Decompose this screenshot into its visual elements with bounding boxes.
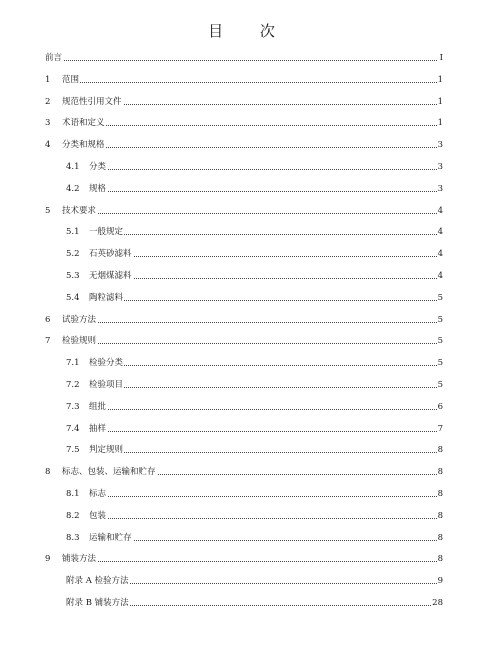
dot-leader — [89, 496, 437, 497]
toc-entry[interactable] — [0, 204, 483, 218]
toc-entry-number: 8.1 — [66, 489, 80, 499]
toc-entry-label: 检验项目 — [89, 380, 124, 390]
toc-entry-page: 5 — [437, 358, 443, 369]
toc-entry-label: 规范性引用文件 — [62, 96, 122, 107]
toc-entry[interactable] — [0, 291, 483, 305]
dot-leader — [89, 365, 437, 366]
dot-leader — [45, 60, 437, 61]
dot-leader — [89, 518, 437, 519]
toc-entry-number: 7.2 — [66, 380, 80, 390]
toc-entry[interactable] — [0, 51, 483, 65]
toc-entry[interactable] — [0, 313, 483, 327]
toc-entry[interactable] — [0, 596, 483, 610]
dot-leader — [89, 409, 437, 410]
toc-entry-number: 5 — [45, 205, 51, 216]
dot-leader — [62, 82, 437, 83]
dot-leader — [89, 191, 437, 192]
toc-entry[interactable] — [0, 356, 483, 370]
toc-entry[interactable] — [0, 225, 483, 239]
dot-leader — [62, 213, 437, 214]
toc-entry-number: 7.5 — [66, 445, 80, 456]
toc-entry[interactable] — [0, 378, 483, 392]
dot-leader — [89, 540, 437, 541]
dot-leader — [89, 234, 437, 235]
toc-entry-label: 检验分类 — [89, 358, 124, 369]
toc-entry-number: 9 — [45, 554, 51, 565]
toc-entry[interactable] — [0, 487, 483, 501]
toc-entry-label: 陶粒滤料 — [89, 292, 124, 303]
toc-entry[interactable] — [0, 116, 483, 130]
toc-entry-label: 分类和规格 — [62, 140, 105, 151]
toc-entry-page: 5 — [437, 314, 443, 325]
toc-entry-page: 4 — [437, 249, 443, 260]
toc-entry-label: 一般规定 — [89, 227, 124, 238]
dot-leader — [89, 452, 437, 453]
toc-entry-number: 5.4 — [66, 292, 80, 303]
toc-entry-number: 8 — [45, 467, 51, 478]
toc-entry-page: 3 — [437, 140, 443, 151]
toc-entry[interactable] — [0, 422, 483, 436]
dot-leader — [89, 256, 437, 257]
toc-entry-page: 3 — [437, 183, 443, 194]
toc-entry[interactable] — [0, 509, 483, 523]
dot-leader — [62, 147, 437, 148]
toc-entry-page: 5 — [437, 336, 443, 347]
toc-entry-page: 5 — [437, 380, 443, 390]
toc-entry[interactable] — [0, 247, 483, 261]
toc-entry[interactable] — [0, 552, 483, 566]
toc-entry-label: 试验方法 — [62, 314, 97, 325]
toc-entry-page: 8 — [437, 510, 443, 521]
toc-entry[interactable] — [0, 73, 483, 87]
dot-leader — [62, 561, 437, 562]
toc-entry-label: 无烟煤滤料 — [89, 271, 132, 281]
toc-entry-label: 分类 — [89, 162, 107, 172]
toc-entry-page: 1 — [437, 118, 443, 129]
toc-entry-number: 8.2 — [66, 510, 80, 521]
toc-entry-number: 7 — [45, 336, 51, 347]
toc-entry-page: 9 — [437, 576, 443, 587]
toc-entry-number: 5.3 — [66, 271, 80, 281]
toc-entry[interactable] — [0, 182, 483, 196]
dot-leader — [62, 322, 437, 323]
toc-entry-label: 规格 — [89, 183, 107, 194]
dot-leader — [89, 278, 437, 279]
toc-entry-label: 范围 — [62, 74, 80, 85]
toc-entry-number: 1 — [45, 74, 51, 85]
toc-entry-page: 8 — [437, 467, 443, 478]
toc-entry[interactable] — [0, 531, 483, 545]
toc-entry-label: 技术要求 — [62, 205, 97, 216]
toc-entry-label: 组批 — [89, 401, 107, 412]
toc-entry-page: 28 — [432, 598, 443, 608]
toc-entry[interactable] — [0, 269, 483, 283]
toc-entry-label: 抽样 — [89, 423, 107, 434]
toc-entry-number: 4 — [45, 140, 51, 151]
toc-entry-number: 8.3 — [66, 532, 80, 543]
toc-entry[interactable] — [0, 400, 483, 414]
toc-entry-page: 7 — [437, 423, 443, 434]
toc-entry[interactable] — [0, 443, 483, 457]
toc-entry-number: 3 — [45, 118, 51, 129]
toc-entry-page: 8 — [437, 489, 443, 499]
toc-entry-label: 术语和定义 — [62, 118, 105, 129]
toc-entry-label: 检验规则 — [62, 336, 97, 347]
toc-entry-label: 标志、包装、运输和贮存 — [62, 467, 156, 478]
toc-entry-page: 5 — [437, 292, 443, 303]
page-title: 目 次 — [208, 22, 291, 40]
toc-entry-page: 3 — [437, 162, 443, 172]
dot-leader — [62, 343, 437, 344]
toc-entry[interactable] — [0, 334, 483, 348]
toc-entry[interactable] — [0, 160, 483, 174]
toc-entry-number: 7.3 — [66, 401, 80, 412]
toc-entry-page: 1 — [437, 96, 443, 107]
toc-entry-label: 石英砂滤料 — [89, 249, 132, 260]
dot-leader — [89, 431, 437, 432]
toc-entry-label: 包装 — [89, 510, 107, 521]
toc-entry-page: 4 — [437, 227, 443, 238]
dot-leader — [89, 387, 437, 388]
toc-entry[interactable] — [0, 465, 483, 479]
toc-entry[interactable] — [0, 95, 483, 109]
dot-leader — [89, 300, 437, 301]
toc-entry-page: 8 — [437, 554, 443, 565]
dot-leader — [62, 125, 437, 126]
toc-entry-number: 2 — [45, 96, 51, 107]
toc-entry-page: 8 — [437, 445, 443, 456]
toc-entry-label: 运输和贮存 — [89, 532, 132, 543]
toc-entry-page: 6 — [437, 401, 443, 412]
toc-entry-number: 4.1 — [66, 162, 80, 172]
toc-entry-page: 8 — [437, 532, 443, 543]
toc-entry-number: 6 — [45, 314, 51, 325]
toc-entry-label: 前言 — [45, 53, 63, 63]
toc-entry[interactable] — [0, 574, 483, 588]
toc-entry-label: 附录 B 铺装方法 — [66, 598, 129, 608]
toc-entry[interactable] — [0, 138, 483, 152]
toc-entry-page: 4 — [437, 205, 443, 216]
toc-entry-number: 5.1 — [66, 227, 80, 238]
toc-entry-page: 1 — [437, 74, 443, 85]
toc-entry-label: 标志 — [89, 489, 107, 499]
dot-leader — [89, 169, 437, 170]
toc-entry-number: 4.2 — [66, 183, 80, 194]
toc-entry-page: Ⅰ — [439, 53, 443, 63]
toc-entry-label: 附录 A 检验方法 — [66, 576, 129, 587]
toc-entry-number: 5.2 — [66, 249, 80, 260]
toc-entry-number: 7.4 — [66, 423, 80, 434]
toc-entry-label: 铺装方法 — [62, 554, 97, 565]
toc-entry-label: 判定规则 — [89, 445, 124, 456]
toc-entry-page: 4 — [437, 271, 443, 281]
toc-entry-number: 7.1 — [66, 358, 80, 369]
